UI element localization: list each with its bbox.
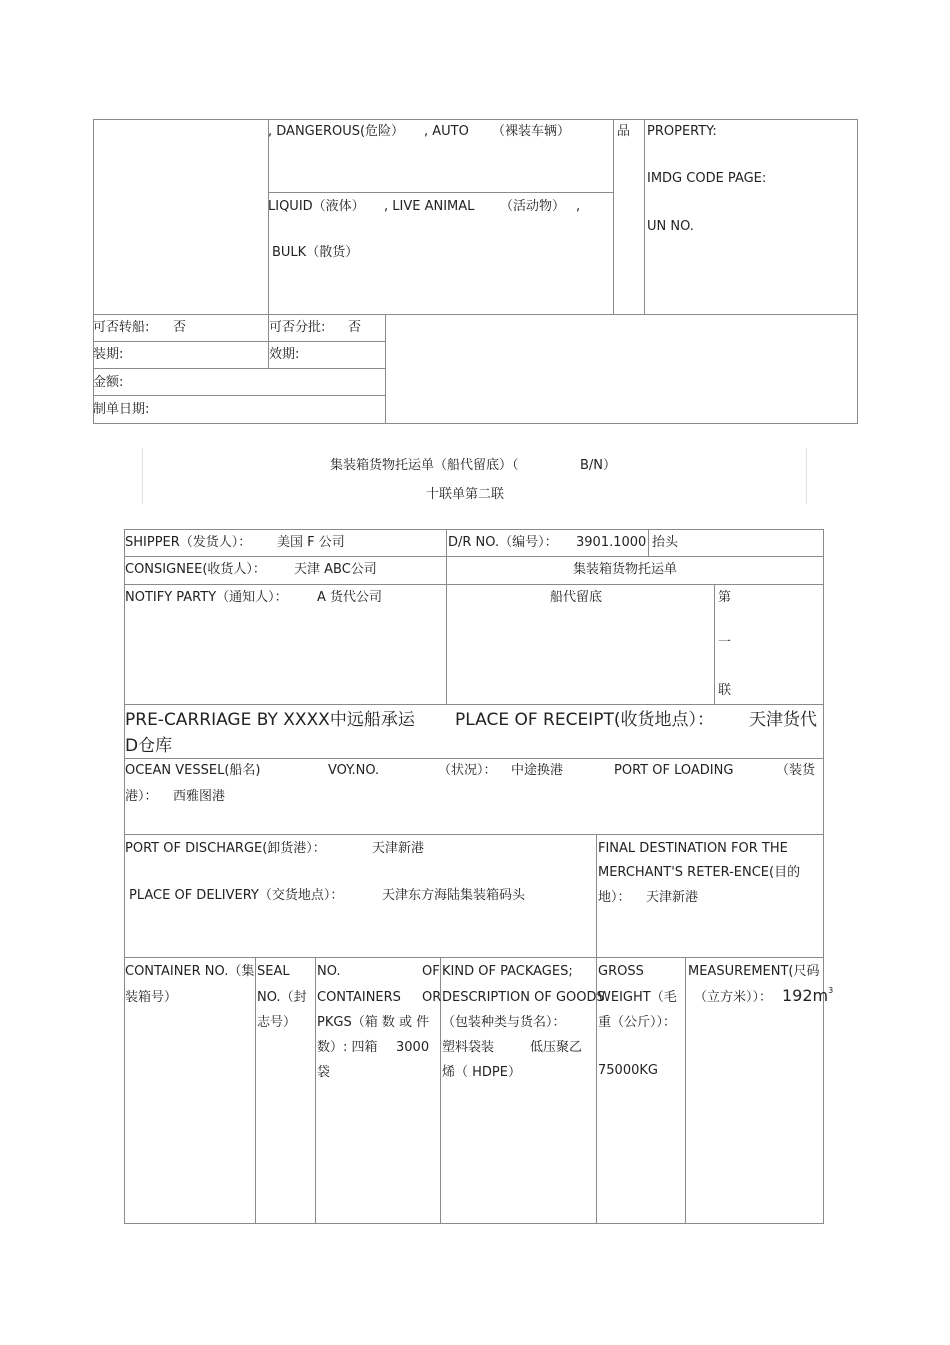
meas-label-1: MEASUREMENT(尺码	[688, 964, 820, 979]
pol-cn-2: 港）：	[125, 789, 158, 804]
copy-char-2: 一	[718, 635, 732, 650]
meas-value: 192m	[782, 986, 829, 1005]
form-name: 集装箱货物托运单	[573, 562, 678, 577]
container-label-1: CONTAINER NO.（集	[125, 964, 255, 979]
pin-label: 品	[617, 124, 631, 139]
validity-label: 效期:	[269, 347, 300, 362]
receipt-label: PLACE OF RECEIPT(收货地点）：	[455, 710, 714, 730]
shipper-label: SHIPPER（发货人）：	[125, 535, 252, 550]
final-line-3: 地）：	[598, 890, 631, 905]
precarriage-text: PRE-CARRIAGE BY XXXX中远船承运	[125, 710, 415, 730]
top-left-cell	[93, 119, 269, 315]
meas-superscript: 3	[828, 986, 834, 995]
gross-label-1: GROSS	[598, 964, 644, 979]
nocont-label-5: 袋	[317, 1065, 331, 1080]
kind-label-2: DESCRIPTION OF GOODS	[442, 990, 605, 1005]
nocont-label-3: PKGS（箱 数 或 件	[317, 1015, 430, 1030]
seal-label-3: 志号）	[257, 1015, 297, 1030]
notify-label: NOTIFY PARTY（通知人）：	[125, 590, 288, 605]
gross-label-3: 重（公斤））：	[598, 1015, 677, 1030]
voy-label: VOY.NO.	[328, 763, 380, 778]
comma-text: ,	[576, 199, 581, 214]
pol-label: PORT OF LOADING	[614, 763, 734, 778]
pol-value: 西雅图港	[173, 789, 226, 804]
nocont-label-2b: OR	[422, 990, 442, 1005]
bulk-label: BULK（散货）	[272, 245, 359, 260]
nocont-label-2: CONTAINERS	[317, 990, 401, 1005]
issue-date-label: 制单日期:	[93, 402, 150, 417]
copy-char-1: 第	[718, 590, 732, 605]
final-value: 天津新港	[646, 890, 699, 905]
kind-label-3: （包装种类与货名）：	[442, 1015, 566, 1030]
header-right-rule	[806, 448, 807, 504]
seal-label-1: SEAL	[257, 964, 290, 979]
page-title-code: B/N）	[580, 458, 617, 473]
delivery-value: 天津东方海陆集装箱码头	[382, 888, 526, 903]
pod-label: PORT OF DISCHARGE(卸货港）：	[125, 841, 326, 856]
taitou-label: 抬头	[652, 535, 679, 550]
status-value: 中途换港	[511, 763, 564, 778]
partial-label: 可否分批:	[269, 320, 326, 335]
nocont-label-1b: OF	[422, 964, 440, 979]
copy-char-3: 联	[718, 683, 732, 698]
consignee-label: CONSIGNEE(收货人）：	[125, 562, 266, 577]
notify-value: A 货代公司	[317, 590, 383, 605]
auto-cn-label: （裸装车辆）	[492, 124, 571, 139]
delivery-label: PLACE OF DELIVERY（交货地点）：	[129, 888, 344, 903]
final-line-2: MERCHANT'S RETER-ENCE(目的	[598, 865, 801, 880]
dangerous-label: , DANGEROUS(危险）	[268, 124, 405, 139]
liquid-label: LIQUID（液体）	[268, 199, 365, 214]
transship-value: 否	[173, 320, 187, 335]
agent-copy-label: 船代留底	[550, 590, 603, 605]
page-title: 集装箱货物托运单（船代留底）（	[330, 458, 519, 473]
kind-label-1: KIND OF PACKAGES;	[442, 964, 573, 979]
vessel-label: OCEAN VESSEL(船名)	[125, 763, 261, 778]
kind-label-4b: 低压聚乙	[530, 1040, 583, 1055]
live-animal-label: , LIVE ANIMAL	[384, 199, 475, 214]
pol-cn-1: （装货	[776, 763, 816, 778]
property-cell	[644, 119, 858, 315]
loading-period-label: 装期:	[93, 347, 124, 362]
page-subtitle: 十联单第二联	[426, 487, 505, 502]
pin-cell	[613, 119, 645, 315]
gross-label-2: WEIGHT（毛	[598, 990, 677, 1005]
dr-value: 3901.1000	[576, 535, 647, 550]
header-left-rule	[142, 448, 143, 504]
nocont-label-1: NO.	[317, 964, 341, 979]
nocont-label-4b: 3000	[396, 1040, 430, 1055]
imdg-label: IMDG CODE PAGE:	[647, 171, 767, 186]
receipt-value-2: D仓库	[125, 736, 173, 756]
receipt-value-1: 天津货代	[749, 710, 817, 730]
partial-value: 否	[348, 320, 362, 335]
live-animal-cn-label: （活动物）	[500, 199, 566, 214]
transship-label: 可否转船:	[93, 320, 150, 335]
un-no-label: UN NO.	[647, 219, 694, 234]
amount-cell	[93, 368, 386, 396]
meas-value-wrap	[782, 988, 833, 1007]
final-line-1: FINAL DESTINATION FOR THE	[598, 841, 788, 856]
nocont-label-4: 数）: 四箱	[317, 1040, 378, 1055]
dr-label: D/R NO.（编号）：	[448, 535, 558, 550]
auto-label: , AUTO	[424, 124, 469, 139]
status-label: （状况）：	[438, 763, 497, 778]
kind-label-5: 烯（ HDPE）	[442, 1065, 521, 1080]
meas-label-2: （立方米））：	[694, 990, 773, 1005]
property-label: PROPERTY:	[647, 124, 717, 139]
remark-big-cell	[385, 314, 858, 424]
kind-label-4: 塑料袋装	[442, 1040, 495, 1055]
gross-value: 75000KG	[598, 1063, 658, 1078]
amount-label: 金额:	[93, 375, 124, 390]
pod-value: 天津新港	[372, 841, 425, 856]
shipper-value: 美国 F 公司	[277, 535, 345, 550]
container-label-2: 装箱号）	[125, 990, 178, 1005]
seal-label-2: NO.（封	[257, 990, 307, 1005]
consignee-value: 天津 ABC公司	[294, 562, 377, 577]
